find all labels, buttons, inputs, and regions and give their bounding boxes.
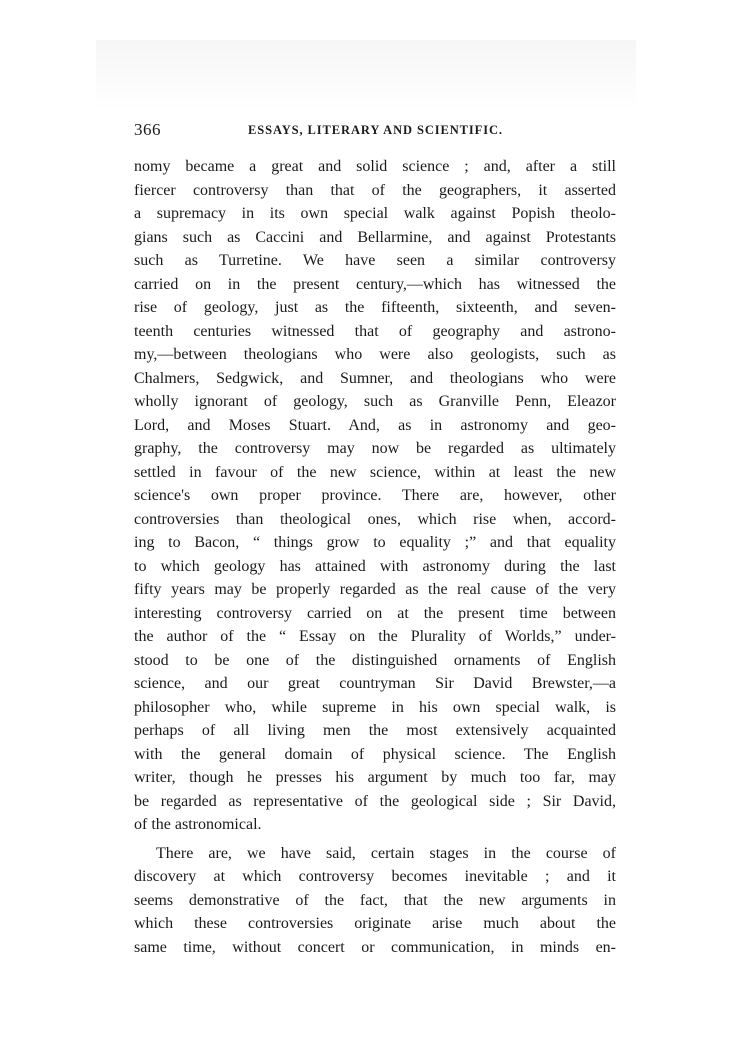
body-text xyxy=(134,155,616,959)
text-line: ing to Bacon, “ things grow to equality ;” and that equality xyxy=(134,534,616,551)
text-line: perhaps of all living men the most extensively acquainted xyxy=(134,722,616,739)
text-line: which these controversies originate arise much about the xyxy=(134,915,616,932)
text-line: Chalmers, Sedgwick, and Sumner, and theologians who were xyxy=(134,369,616,387)
text-line: a supremacy in its own special walk against Popish theolo- xyxy=(134,205,616,222)
text-line: the author of the “ Essay on the Plurality of Worlds,” under- xyxy=(134,628,616,645)
paragraph-1 xyxy=(134,155,616,837)
text-line: science, and our great countryman Sir David Brewster,—a xyxy=(134,675,616,692)
page-shading xyxy=(96,40,636,110)
page-number: 366 xyxy=(134,120,161,139)
text-line: There are, we have said, certain stages in the course of xyxy=(156,844,616,862)
text-line: teenth centuries witnessed that of geography and astrono- xyxy=(134,322,616,340)
text-line: carried on in the present century,—which has witnessed the xyxy=(134,275,616,293)
text-line: rise of geology, just as the fifteenth, sixteenth, and seven- xyxy=(134,299,616,316)
text-line: graphy, the controversy may now be regarded as ultimately xyxy=(134,440,616,457)
text-line: philosopher who, while supreme in his own special walk, is xyxy=(134,698,616,716)
text-line: fiercer controversy than that of the geographers, it asserted xyxy=(134,181,616,199)
text-line: gians such as Caccini and Bellarmine, and against Protestants xyxy=(134,228,616,246)
page-header xyxy=(134,120,616,142)
text-line: seems demonstrative of the fact, that the new arguments in xyxy=(134,891,616,909)
text-line: my,—between theologians who were also geologists, such as xyxy=(134,346,616,363)
text-line: interesting controversy carried on at the present time between xyxy=(134,604,616,622)
text-line: such as Turretine. We have seen a similar controversy xyxy=(134,252,616,269)
text-line: to which geology has attained with astronomy during the last xyxy=(134,557,616,575)
text-line: controversies than theological ones, which rise when, accord- xyxy=(134,510,616,528)
text-line: writer, though he presses his argument by much too far, may xyxy=(134,769,616,786)
text-line: settled in favour of the new science, within at least the new xyxy=(134,463,616,481)
text-line: be regarded as representative of the geological side ; Sir David, xyxy=(134,792,616,810)
text-line: nomy became a great and solid science ; and, after a still xyxy=(134,158,616,175)
text-line: of the astronomical. xyxy=(134,816,262,833)
paragraph-2 xyxy=(134,842,616,960)
text-line: stood to be one of the distinguished ornaments of English xyxy=(134,651,616,669)
running-title: ESSAYS, LITERARY AND SCIENTIFIC. xyxy=(248,123,503,137)
text-line: discovery at which controversy becomes inevitable ; and it xyxy=(134,868,616,885)
text-line: wholly ignorant of geology, such as Granville Penn, Eleazor xyxy=(134,393,616,410)
text-line: with the general domain of physical science. The English xyxy=(134,745,616,763)
text-line: fifty years may be properly regarded as the real cause of the very xyxy=(134,581,616,598)
text-line: science's own proper province. There are, however, other xyxy=(134,487,616,504)
text-line: Lord, and Moses Stuart. And, as in astronomy and geo- xyxy=(134,416,616,434)
text-line: same time, without concert or communication, in minds en- xyxy=(134,938,616,956)
